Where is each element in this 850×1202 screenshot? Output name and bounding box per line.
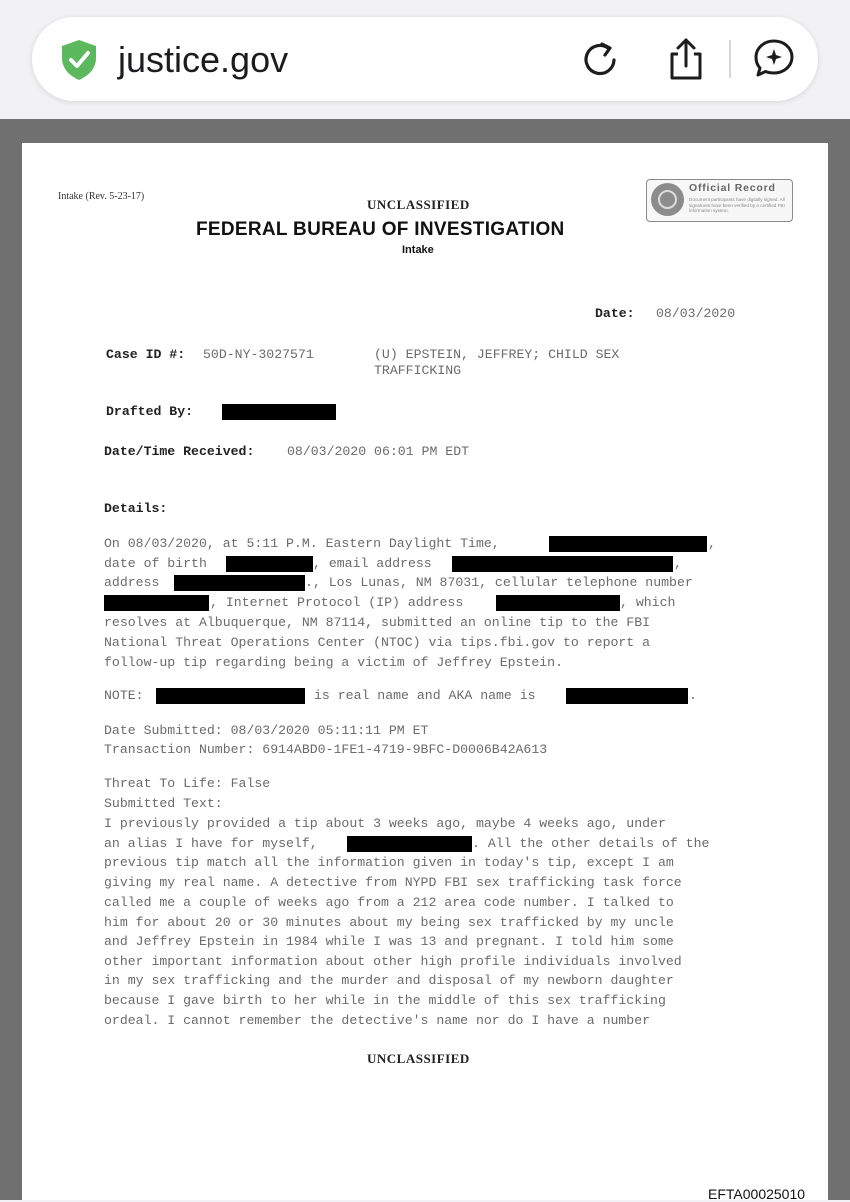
document-page bbox=[22, 143, 828, 1200]
note-label: NOTE: bbox=[104, 688, 144, 703]
date-submitted: Date Submitted: 08/03/2020 05:11:11 PM ET bbox=[104, 723, 429, 738]
details-comma: , bbox=[674, 556, 682, 571]
submitted-line: ordeal. I cannot remember the detective's name nor do I have a number bbox=[104, 1013, 651, 1028]
reload-icon[interactable] bbox=[578, 36, 622, 82]
redaction bbox=[226, 556, 313, 572]
date-label: Date: bbox=[595, 306, 635, 321]
official-record-stamp bbox=[646, 179, 793, 222]
details-line: ., Los Lunas, NM 87031, cellular telephone number bbox=[305, 575, 693, 590]
bates-number: EFTA00025010 bbox=[708, 1186, 806, 1202]
submitted-line: him for about 20 or 30 minutes about my being sex trafficked by my uncle bbox=[104, 915, 674, 930]
details-line: National Threat Operations Center (NTOC) via tips.fbi.gov to report a bbox=[104, 635, 651, 650]
details-line: resolves at Albuquerque, NM 87114, submitted an online tip to the FBI bbox=[104, 615, 651, 630]
case-id-value: 50D-NY-3027571 bbox=[203, 347, 314, 362]
stamp-title: Official Record bbox=[689, 182, 776, 194]
details-line: date of birth bbox=[104, 556, 207, 571]
fbi-seal-icon bbox=[651, 183, 684, 216]
document-subtitle: Intake bbox=[402, 244, 434, 256]
submitted-line: I previously provided a tip about 3 weeks ago, maybe 4 weeks ago, under bbox=[104, 816, 666, 831]
redaction bbox=[156, 688, 305, 704]
submitted-line: other important information about other high profile individuals involved bbox=[104, 954, 682, 969]
submitted-line: an alias I have for myself, bbox=[104, 836, 318, 851]
submitted-line: in my sex trafficking and the murder and disposal of my newborn daughter bbox=[104, 973, 674, 988]
form-id: Intake (Rev. 5-23-17) bbox=[58, 191, 145, 202]
details-line: On 08/03/2020, at 5:11 P.M. Eastern Daylight Time, bbox=[104, 536, 500, 551]
submitted-line: and Jeffrey Epstein in 1984 while I was 13 and pregnant. I told him some bbox=[104, 934, 674, 949]
submitted-line: giving my real name. A detective from NYPD FBI sex trafficking task force bbox=[104, 875, 682, 890]
case-title-line1: (U) EPSTEIN, JEFFREY; CHILD SEX bbox=[374, 347, 620, 362]
details-line: , Internet Protocol (IP) address bbox=[210, 595, 464, 610]
classification-top: UNCLASSIFIED bbox=[367, 197, 470, 212]
date-value: 08/03/2020 bbox=[656, 306, 736, 321]
redaction bbox=[222, 404, 336, 420]
submitted-line: called me a couple of weeks ago from a 212 area code number. I talked to bbox=[104, 895, 674, 910]
details-line: , which bbox=[620, 595, 676, 610]
shield-check-icon bbox=[56, 38, 102, 82]
threat-to-life: Threat To Life: False bbox=[104, 776, 271, 791]
details-line: , email address bbox=[313, 556, 432, 571]
transaction-number: Transaction Number: 6914ABD0-1FE1-4719-9BFC-D0006B42A613 bbox=[104, 742, 548, 757]
url-text[interactable]: justice.gov bbox=[118, 39, 289, 80]
share-icon[interactable] bbox=[664, 36, 708, 82]
agency-title: FEDERAL BUREAU OF INVESTIGATION bbox=[196, 219, 565, 240]
toolbar-separator bbox=[729, 40, 731, 78]
submitted-text-label: Submitted Text: bbox=[104, 796, 223, 811]
received-value: 08/03/2020 06:01 PM EDT bbox=[287, 444, 470, 459]
redaction bbox=[104, 595, 209, 611]
redaction bbox=[549, 536, 707, 552]
details-line: follow-up tip regarding being a victim of Jeffrey Epstein. bbox=[104, 655, 563, 670]
details-label: Details: bbox=[104, 501, 168, 516]
case-title-line2: TRAFFICKING bbox=[374, 363, 462, 378]
received-label: Date/Time Received: bbox=[104, 444, 255, 459]
submitted-line: . All the other details of the bbox=[472, 836, 710, 851]
classification-bottom: UNCLASSIFIED bbox=[367, 1051, 470, 1066]
redaction bbox=[174, 575, 305, 591]
submitted-line: previous tip match all the information given in today's tip, except I am bbox=[104, 855, 674, 870]
note-text: is real name and AKA name is bbox=[314, 688, 536, 703]
stamp-text: Document participants have digitally signed. All signatures have been verified by a certified FBI information system. bbox=[689, 197, 785, 213]
drafted-by-label: Drafted By: bbox=[106, 404, 194, 419]
details-comma: , bbox=[708, 536, 716, 551]
details-line: address bbox=[104, 575, 160, 590]
redaction bbox=[452, 556, 673, 572]
case-id-label: Case ID #: bbox=[106, 347, 186, 362]
submitted-line: because I gave birth to her while in the middle of this sex trafficking bbox=[104, 993, 666, 1008]
assistant-icon[interactable] bbox=[752, 36, 796, 82]
redaction bbox=[566, 688, 688, 704]
redaction bbox=[496, 595, 620, 611]
redaction bbox=[347, 836, 472, 852]
note-period: . bbox=[689, 688, 697, 703]
